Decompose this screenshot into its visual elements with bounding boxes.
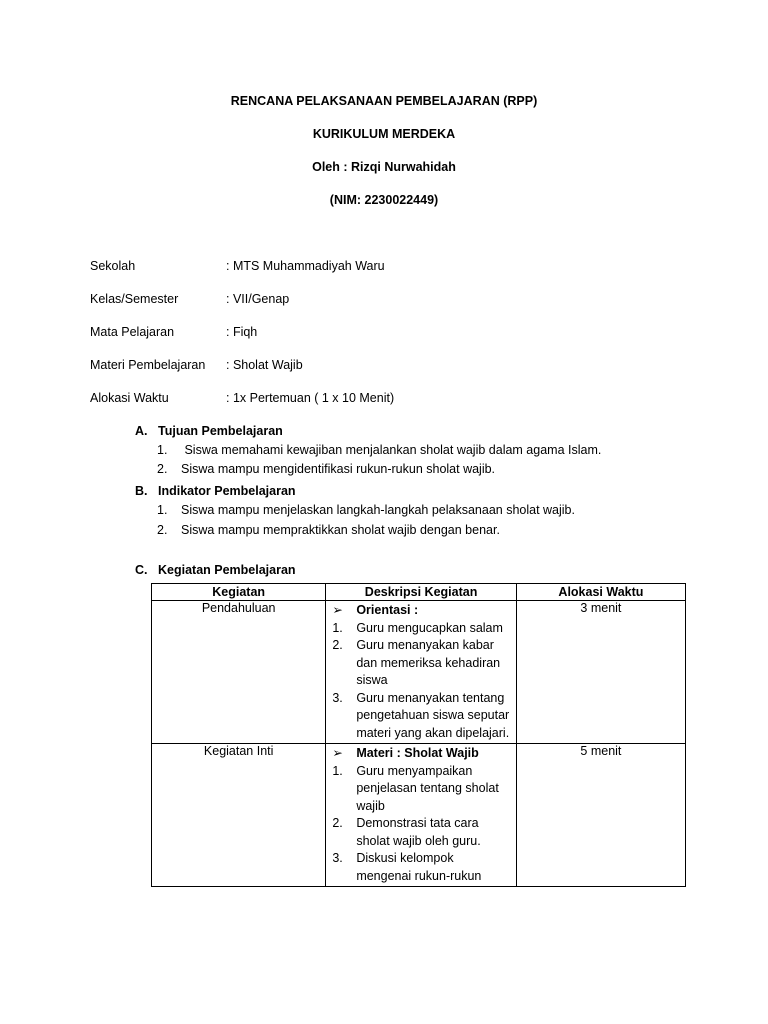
step-number: 1. [332, 620, 343, 635]
deskripsi-cell [326, 744, 517, 887]
step-number: 2. [332, 816, 343, 830]
column-header-alokasi: Alokasi Waktu [516, 584, 685, 601]
list-text: Siswa mampu mengidentifikasi rukun-rukun sholat wajib. [181, 462, 496, 476]
section-letter: A. [135, 424, 148, 438]
column-header-kegiatan: Kegiatan [152, 584, 326, 601]
activity-heading-text: Materi : Sholat Wajib [356, 746, 479, 760]
section-c-heading [135, 563, 296, 577]
list-text: Siswa mampu mempraktikkan sholat wajib dengan benar. [181, 523, 500, 537]
waktu-cell: 5 menit [516, 744, 685, 887]
kegiatan-cell: Kegiatan Inti [152, 744, 326, 887]
step-number: 3. [332, 851, 343, 865]
section-letter: C. [135, 563, 148, 577]
info-value: : VII/Genap [226, 292, 290, 306]
list-item [157, 462, 495, 476]
step-number: 1. [332, 763, 343, 778]
step-text: Guru menanyakan kabar dan memeriksa kehadiran siswa [356, 638, 501, 687]
nim-line: (NIM: 2230022449) [329, 193, 439, 207]
section-title: Kegiatan Pembelajaran [158, 563, 296, 577]
activity-heading [332, 602, 512, 620]
step-text: Guru menyampaikan penjelasan tentang sholat wajib [356, 763, 499, 813]
table-row [152, 601, 686, 744]
list-text: Siswa mampu menjelaskan langkah-langkah pelaksanaan sholat wajib. [181, 503, 575, 517]
step-text: Guru mengucapkan salam [356, 620, 503, 635]
table-header-row [152, 584, 686, 601]
section-title: Indikator Pembelajaran [158, 484, 296, 498]
curriculum-title: KURIKULUM MERDEKA [312, 127, 456, 141]
list-item [157, 503, 575, 517]
list-number: 2. [157, 523, 168, 537]
waktu-cell: 3 menit [516, 601, 685, 744]
activity-step [332, 763, 512, 816]
list-item [157, 443, 601, 457]
info-value: : 1x Pertemuan ( 1 x 10 Menit) [226, 391, 395, 405]
kegiatan-cell: Pendahuluan [152, 601, 326, 744]
deskripsi-cell [326, 601, 517, 744]
document-title: RENCANA PELAKSANAAN PEMBELAJARAN (RPP) [230, 94, 538, 108]
activity-step [332, 690, 512, 743]
section-letter: B. [135, 484, 148, 498]
list-number: 1. [157, 443, 168, 457]
arrow-bullet-icon: ➢ [332, 746, 343, 760]
section-b-heading [135, 484, 296, 498]
info-label: Materi Pembelajaran [90, 358, 206, 372]
list-number: 2. [157, 462, 168, 476]
info-label: Sekolah [90, 259, 136, 273]
step-text: Guru menanyakan tentang pengetahuan siswa seputar materi yang akan dipelajari. [356, 690, 510, 740]
activity-step [332, 815, 512, 850]
activity-heading-text: Orientasi : [356, 603, 419, 617]
activities-table [151, 583, 686, 887]
info-value: : MTS Muhammadiyah Waru [226, 259, 385, 273]
section-a-heading [135, 424, 283, 438]
activity-step [332, 850, 512, 885]
column-header-deskripsi: Deskripsi Kegiatan [326, 584, 517, 601]
info-value: : Fiqh [226, 325, 258, 339]
info-label: Alokasi Waktu [90, 391, 169, 405]
step-number: 2. [332, 638, 343, 652]
info-value: : Sholat Wajib [226, 358, 303, 372]
step-text: Demonstrasi tata cara sholat wajib oleh guru. [356, 816, 481, 848]
arrow-bullet-icon: ➢ [332, 603, 343, 617]
activity-heading [332, 745, 512, 763]
step-number: 3. [332, 690, 343, 705]
section-title: Tujuan Pembelajaran [158, 424, 283, 438]
list-number: 1. [157, 503, 168, 517]
step-text: Diskusi kelompok mengenai rukun-rukun [356, 851, 482, 883]
info-label: Mata Pelajaran [90, 325, 175, 339]
info-label: Kelas/Semester [90, 292, 179, 306]
table-row [152, 744, 686, 887]
activity-step [332, 620, 512, 638]
list-text: Siswa memahami kewajiban menjalankan sholat wajib dalam agama Islam. [181, 443, 602, 457]
list-item [157, 523, 500, 537]
author-line: Oleh : Rizqi Nurwahidah [312, 160, 456, 174]
activity-step [332, 637, 512, 690]
